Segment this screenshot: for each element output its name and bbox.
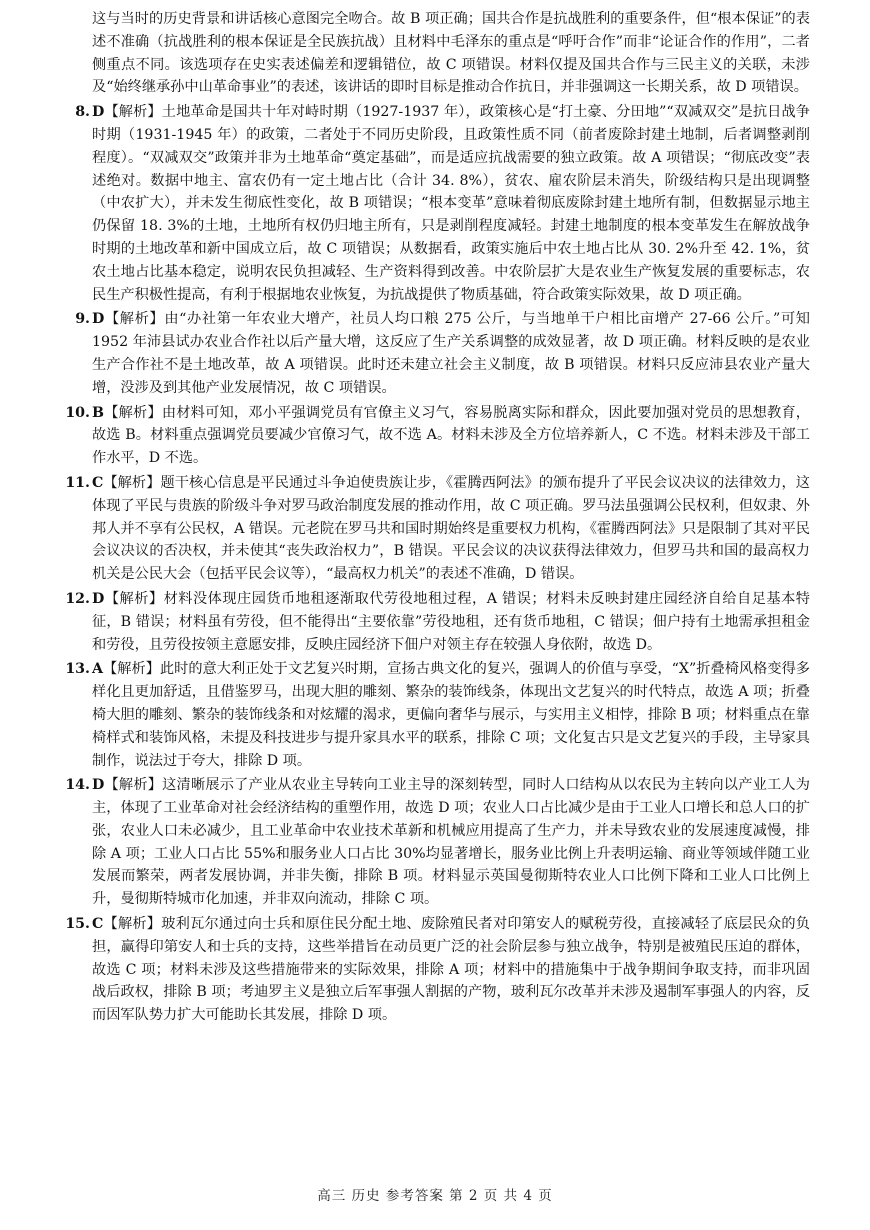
answer-letter: C — [92, 474, 104, 491]
analysis-tag: 【解析】 — [103, 661, 160, 678]
question-number: 8. — [75, 104, 90, 121]
analysis-text: 此时的意大利正处于文艺复兴时期，宣扬古典文化的复兴，强调人的价值与享受，“X”折叠椅风格变得多样化且更加舒适，且借鉴罗马，出现大胆的雕刻、繁杂的装饰线条，体现出文艺复兴的时代特点，故选 A 项；折叠椅大胆的雕刻、繁杂的装饰线条和对炫耀的渴求，更偏向奢华与展示，与实用主义相悖，排除 B 项；材料重点在靠椅样式和装饰风格，未提及科技进步与提升家具水平的联系，排除 C 项；文化复古只是文艺复兴的手段，主导家具制作，说法过于夸大，排除 D 项。 — [92, 661, 810, 769]
question-number: 15. — [65, 916, 90, 933]
answer-letter: D — [92, 777, 105, 794]
footer-text: 高三 历史 参考答案 第 2 页 共 4 页 — [317, 1188, 553, 1204]
page-footer — [0, 1184, 870, 1204]
answer-item-13 — [56, 658, 810, 772]
intro-paragraph — [56, 8, 810, 99]
analysis-tag: 【解析】 — [104, 777, 163, 794]
analysis-text: 题干核心信息是平民通过斗争迫使贵族让步，《霍腾西阿法》的颁布提升了平民会议决议的法律效力，这体现了平民与贵族的阶级斗争对罗马政治制度发展的推动作用，故 C 项正确。罗马法虽强调公民权利，但奴隶、外邦人并不享有公民权，A 错误。元老院在罗马共和国时期始终是重要权力机构，《霍腾西阿法》只是限制了其对平民会议决议的否决权，并未使其“丧失政治权力”，B 错误。平民会议的决议获得法律效力，但罗马共和国的最高权力机关是公民大会（包括平民会议等），“最高权力机关”的表述不准确，D 错误。 — [92, 474, 810, 583]
analysis-tag: 【解析】 — [103, 474, 161, 491]
analysis-text: 由材料可知，邓小平强调党员有官僚主义习气，容易脱离实际和群众，因此要加强对党员的思想教育，故选 B。材料重点强调党员要减少官僚习气，故不选 A。材料未涉及全方位培养新人，C 不选。材料未涉及干部工作水平，D 不选。 — [92, 404, 810, 467]
answer-letter: D — [92, 311, 105, 328]
question-number: 11. — [65, 474, 90, 491]
answer-letter: C — [92, 916, 104, 933]
analysis-tag: 【解析】 — [104, 590, 164, 607]
question-number: 13. — [65, 661, 90, 678]
answer-letter: D — [92, 104, 105, 121]
intro-text: 这与当时的历史背景和讲话核心意图完全吻合。故 B 项正确；国共合作是抗战胜利的重要条件，但“根本保证”的表述不准确（抗战胜利的根本保证是全民族抗战）且材料中毛泽东的重点是“呼吁合作”而非“论证合作的作用”，二者侧重点不同。该选项存在史实表述偏差和逻辑错位，故 C 项错误。材料仅提及国共合作与三民主义的关联，未涉及“始终继承孙中山革命事业”的表述，该讲话的即时目标是推动合作抗日，并非强调这一长期关系，故 D 项错误。 — [92, 11, 810, 96]
analysis-tag: 【解析】 — [104, 104, 162, 121]
answer-letter: B — [92, 404, 104, 421]
question-number: 12. — [65, 590, 90, 607]
analysis-text: 材料没体现庄园货币地租逐渐取代劳役地租过程，A 错误；材料未反映封建庄园经济自给自足基本特征，B 错误；材料虽有劳役，但不能得出“主要依靠”劳役地租，还有货币地租，C 错误；佃户持有土地需承担租金和劳役，且劳役按领主意愿安排，反映庄园经济下佃户对领主存在较强人身依附，故选 D。 — [92, 590, 810, 653]
answer-letter: D — [92, 590, 105, 607]
answer-item-11 — [56, 472, 810, 586]
answer-item-10 — [56, 402, 810, 470]
answer-item-9 — [56, 308, 810, 399]
answer-item-14 — [56, 774, 810, 911]
analysis-text: 由“办社第一年农业大增产，社员人均口粮 275 公斤，与当地单干户相比亩增产 27-66 公斤。”可知 1952 年沛县试办农业合作社以后产量大增，这反应了生产关系调整的成效显著，故 D 项正确。材料反映的是农业生产合作社不是土地改革，故 A 项错误。此时还未建立社会主义制度，故 B 项错误。材料只反应沛县农业产量大增，没涉及到其他产业发展情况，故 C 项错误。 — [92, 311, 810, 396]
answer-letter: A — [92, 661, 104, 678]
analysis-tag: 【解析】 — [104, 404, 162, 421]
answer-item-8 — [56, 101, 810, 306]
answer-item-15 — [56, 913, 810, 1027]
question-number: 14. — [65, 777, 90, 794]
analysis-tag: 【解析】 — [103, 916, 162, 933]
analysis-text: 土地革命是国共十年对峙时期（1927-1937 年），政策核心是“打土豪、分田地”“双减双交”是抗日战争时期（1931-1945 年）的政策，二者处于不同历史阶段，且政策性质不同（前者废除封建土地制，后者调整剥削程度）。“双减双交”政策并非为土地革命“奠定基础”，而是适应抗战需要的独立政策。故 A 项错误；“彻底改变”表述绝对。数据中地主、富农仍有一定土地占比（合计 34. 8%），贫农、雇农阶层未消失，阶级结构只是出现调整（中农扩大），并未发生彻底性变化，故 B 项错误；“根本变革”意味着彻底废除封建土地所有制，但数据显示地主仍保留 18. 3%的土地，土地所有权仍归地主所有，只是剥削程度减轻。封建土地制度的根本变革发生在解放战争时期的土地改革和新中国成立后，故 C 项错误；从数据看，政策实施后中农土地占比从 30. 2%升至 42. 1%，贫农土地占比基本稳定，说明农民负担减轻、生产资料得到改善。中农阶层扩大是农业生产恢复发展的重要标志，农民生产积极性提高，有利于根据地农业恢复，为抗战提供了物质基础，符合政策实际效果，故 D 项正确。 — [92, 104, 810, 303]
analysis-tag: 【解析】 — [104, 311, 165, 328]
question-number: 9. — [75, 311, 90, 328]
question-number: 10. — [65, 404, 90, 421]
answer-item-12 — [56, 588, 810, 656]
analysis-text: 玻利瓦尔通过向士兵和原住民分配土地、废除殖民者对印第安人的赋税劳役，直接减轻了底层民众的负担，赢得印第安人和士兵的支持，这些举措旨在动员更广泛的社会阶层参与独立战争，特别是被殖民压迫的群体，故选 C 项；材料未涉及这些措施带来的实际效果，排除 A 项；材料中的措施集中于战争期间争取支持，而非巩固战后政权，排除 B 项；考迪罗主义是独立后军事强人割据的产物，玻利瓦尔改革并未涉及遏制军事强人的内容，反而因军队势力扩大可能助长其发展，排除 D 项。 — [92, 916, 810, 1024]
analysis-text: 这清晰展示了产业从农业主导转向工业主导的深刻转型，同时人口结构从以农民为主转向以产业工人为主，体现了工业革命对社会经济结构的重塑作用，故选 D 项；农业人口占比减少是由于工业人口增长和总人口的扩张，农业人口未必减少，且工业革命中农业技术革新和机械应用提高了生产力，并未导致农业的发展速度减慢，排除 A 项；工业人口占比 55%和服务业人口占比 30%均显著增长，服务业比例上升表明运输、商业等领域伴随工业发展而繁荣，两者发展协调，并非失衡，排除 B 项。材料显示英国曼彻斯特农业人口比例下降和工业人口比例上升，曼彻斯特城市化加速，并非双向流动，排除 C 项。 — [92, 777, 810, 908]
